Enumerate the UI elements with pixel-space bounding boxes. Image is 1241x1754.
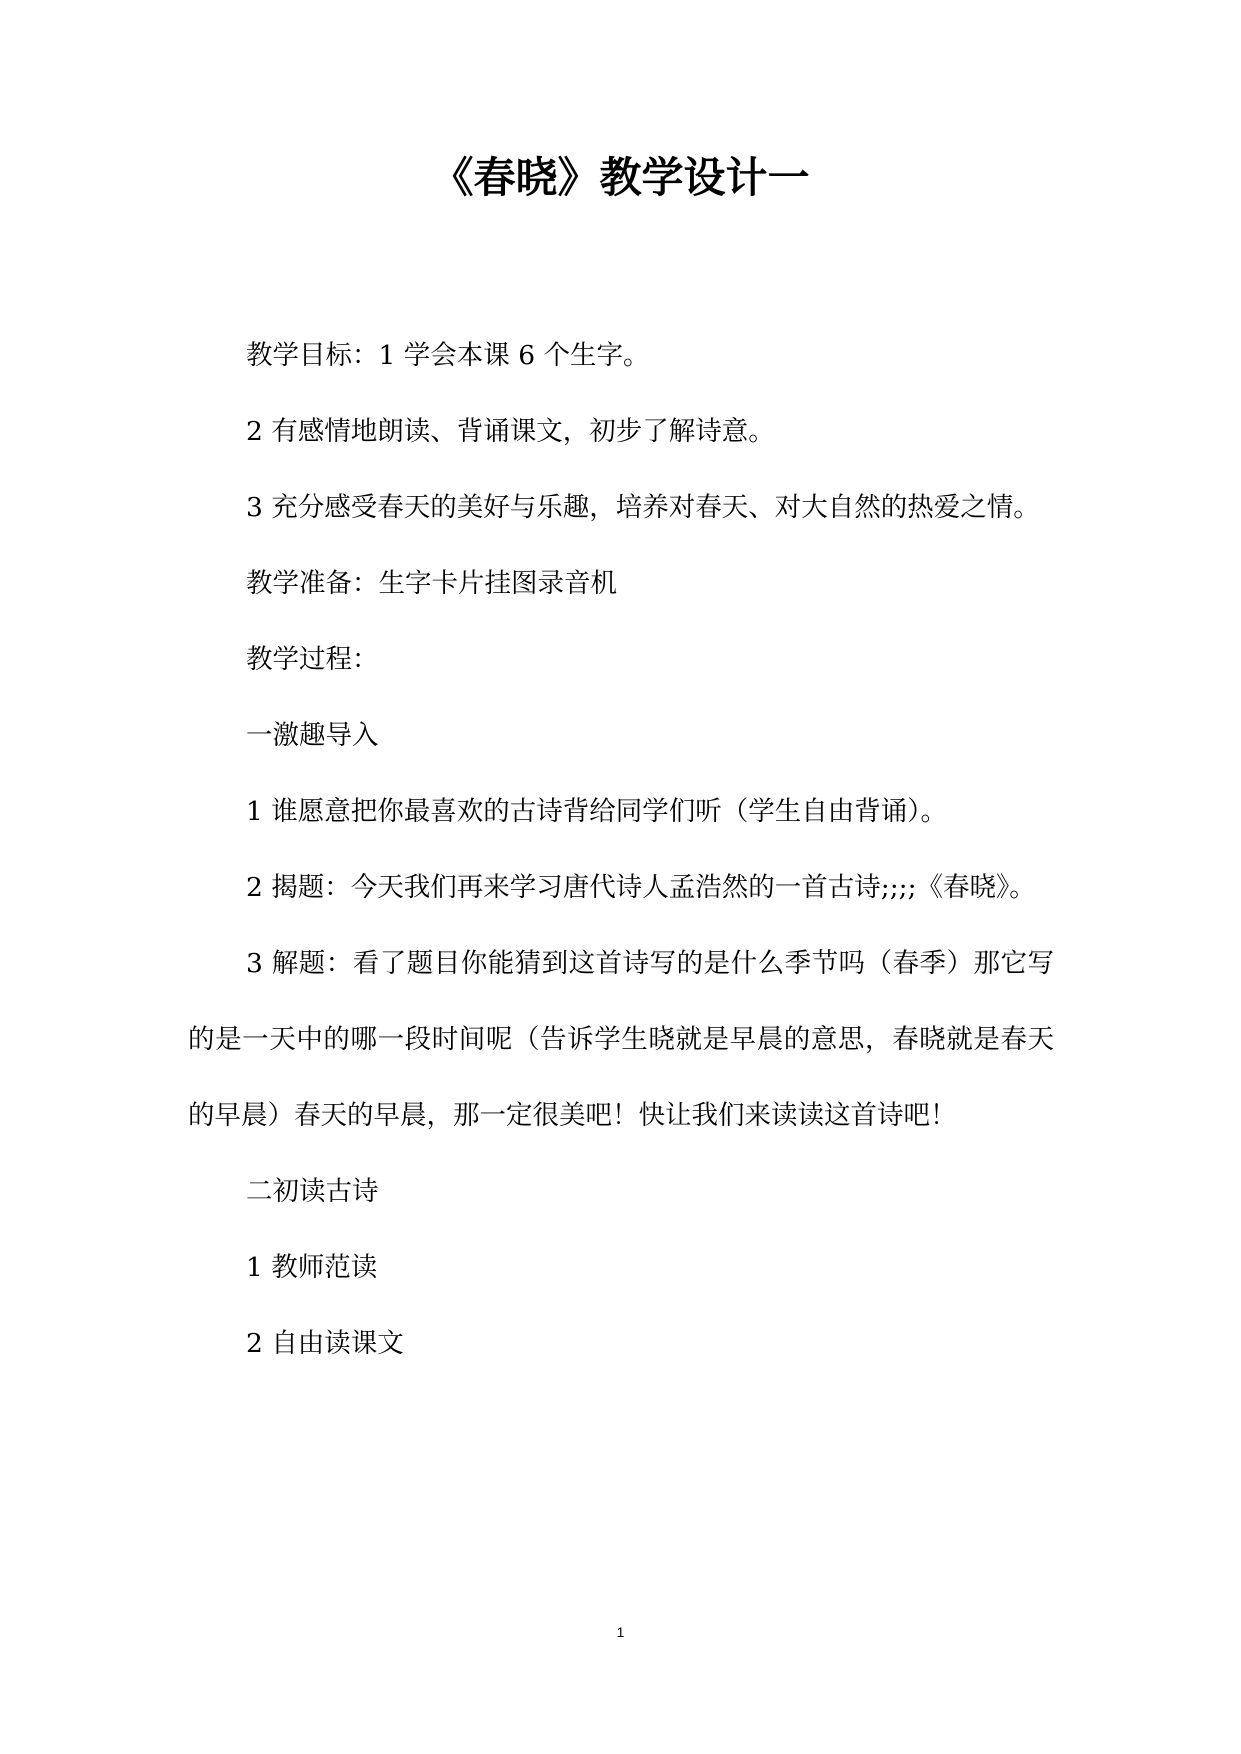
section-heading-introduction: 一激趣导入: [246, 720, 379, 751]
paragraph-teaching-preparation: 教学准备：生字卡片挂图录音机: [246, 568, 617, 599]
paragraph-intro-step-2: 2 揭题：今天我们再来学习唐代诗人孟浩然的一首古诗;;;;《春晓》。: [246, 872, 1036, 903]
paragraph-teaching-goal-3: 3 充分感受春天的美好与乐趣，培养对春天、对大自然的热爱之情。: [246, 492, 1040, 523]
paragraph-reading-step-2: 2 自由读课文: [246, 1328, 404, 1359]
paragraph-teaching-goal-2: 2 有感情地朗读、背诵课文，初步了解诗意。: [246, 416, 775, 447]
document-body: [188, 318, 1054, 1382]
page-number: 1: [616, 1624, 625, 1640]
paragraph-reading-step-1: 1 教师范读: [246, 1252, 378, 1283]
paragraph-intro-step-3: 3 解题：看了题目你能猜到这首诗写的是什么季节吗（春季）那它写的是一天中的哪一段时间呢（告诉学生晓就是早晨的意思，春晓就是春天的早晨）春天的早晨，那一定很美吧！快让我们来读读这首诗吧！: [188, 948, 1054, 1131]
paragraph-teaching-goal-1: 教学目标：1 学会本课 6 个生字。: [246, 340, 650, 371]
paragraph-intro-step-1: 1 谁愿意把你最喜欢的古诗背给同学们听（学生自由背诵）。: [246, 796, 948, 827]
paragraph-teaching-process: 教学过程：: [246, 644, 379, 675]
document-title: 《春晓》教学设计一: [431, 153, 810, 202]
section-heading-first-reading: 二初读古诗: [246, 1176, 379, 1207]
